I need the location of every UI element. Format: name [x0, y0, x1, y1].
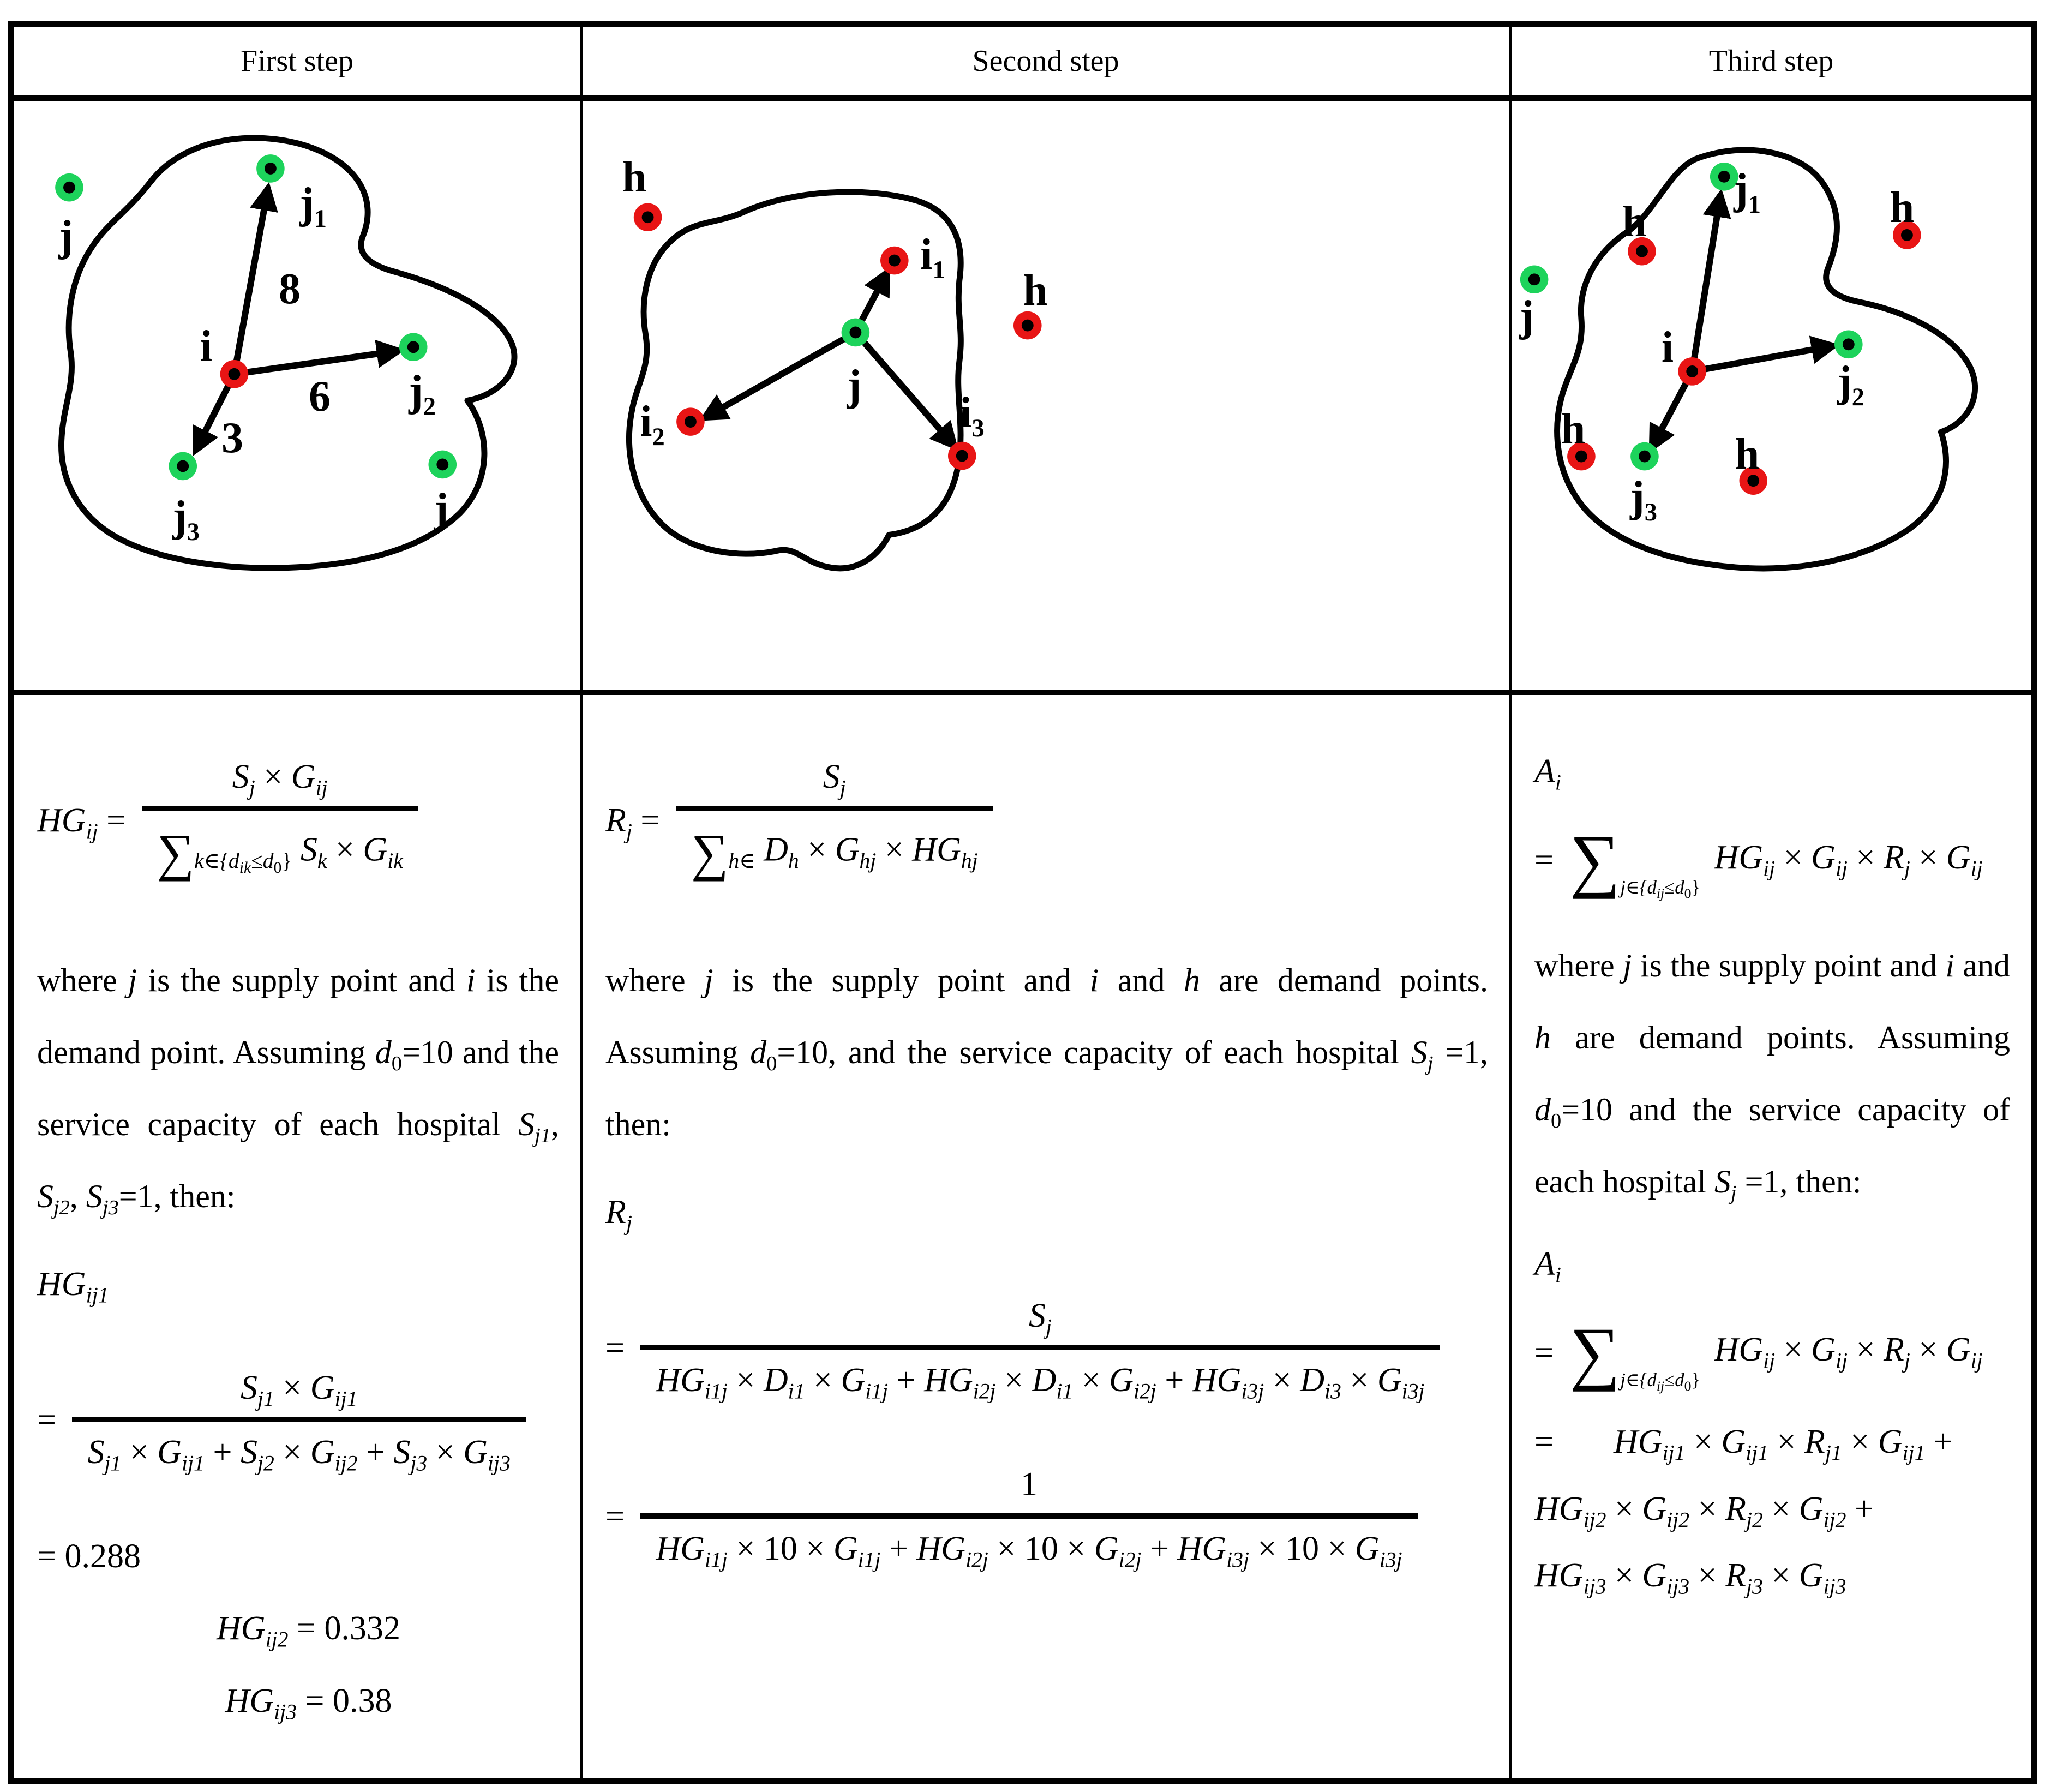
- supply-point-j2-center: [1843, 338, 1855, 350]
- demand-point-h-outside-right: [1013, 311, 1042, 340]
- formula-HGij1-expansion-fraction: [72, 1368, 525, 1476]
- formula-Rj-definition-numerator: $S_j$: [823, 758, 846, 800]
- label-h-left: h: [622, 153, 647, 201]
- label-h-right: h: [1023, 267, 1048, 315]
- formula-Rj-lhs: $R_j$: [605, 1193, 632, 1236]
- formula-Rj-expansion-numerator: $S_j$: [1028, 1297, 1052, 1339]
- label-j2: $j_2$: [1837, 358, 1864, 411]
- diagram-cell-third-step: [1512, 101, 2031, 695]
- formula-Rj-expansion-fraction: [640, 1296, 1440, 1404]
- supply-point-j-outside-center: [63, 182, 75, 194]
- demand-point-i2-center: [685, 416, 697, 428]
- supply-point-j3-center: [1639, 451, 1651, 463]
- formula-cell-second-step: [583, 695, 1512, 1778]
- demand-point-i1-center: [889, 255, 901, 267]
- label-j3: $j_3$: [172, 493, 200, 546]
- diagram-third-step: [1512, 101, 2031, 690]
- header-first-step: [14, 27, 583, 101]
- formula-Ai-definition-lhs: =: [1534, 842, 1562, 879]
- result-HGij3: $HG_{ij3} = 0.38$: [225, 1682, 392, 1724]
- formula-Ai-definition: [1534, 818, 2031, 903]
- demand-point-i3: [948, 442, 976, 470]
- label-i3: $i_3$: [959, 389, 985, 442]
- diagram-cell-second-step: [583, 101, 1512, 695]
- formula-Rj-definition-denominator: $\sum_{h\in}$ $D_h \times G_{hj} \times HG_{hj}$: [676, 806, 993, 884]
- diagram-cell-first-step: [14, 101, 583, 695]
- formula-Rj-numeric-lhs: =: [605, 1498, 633, 1536]
- formula-Ai-definition-repeat: [1534, 1310, 2031, 1395]
- label-i: i: [200, 322, 213, 370]
- supply-point-j1: [256, 154, 285, 183]
- formula-Ai-definition-repeat-body: $HG_{ij} \times G_{ij} \times R_j \times G_{ij}$: [1714, 1331, 1983, 1373]
- dg-first-svg: [14, 101, 580, 690]
- label-i2: $i_2$: [640, 398, 665, 451]
- supply-point-j-center: [849, 327, 861, 339]
- sigma-symbol: ∑: [1569, 821, 1621, 900]
- formula-Ai-definition-repeat-limits: j∈{dij≤d0}: [1620, 1369, 1701, 1394]
- formula-Rj-definition: [605, 757, 993, 884]
- demand-point-i: [220, 360, 249, 388]
- distance-6: 6: [309, 373, 331, 421]
- diagram-first-step: [14, 101, 580, 690]
- demand-point-h-outside-left-center: [642, 211, 654, 223]
- supply-point-j3: [1630, 442, 1659, 471]
- demand-point-i-center: [1686, 365, 1698, 377]
- supply-point-j-inside-center: [436, 459, 448, 471]
- label-j1: $j_1$: [1734, 165, 1761, 219]
- demand-point-h-outside-right-center: [1022, 320, 1034, 332]
- supply-point-j1-center: [265, 163, 277, 175]
- formula-cell-first-step: [14, 695, 583, 1778]
- formula-HG-definition-numerator: $S_j \times G_{ij}$: [232, 758, 328, 800]
- three-step-table: [8, 21, 2037, 1784]
- formula-Ai-term1: = $HG_{ij1} \times G_{ij1} \times R_{j1} \times G_{ij1}$ +: [1534, 1423, 1953, 1465]
- supply-point-j1-center: [1718, 171, 1730, 183]
- formula-Rj-definition-fraction: [676, 757, 993, 884]
- result-HGij2: $HG_{ij2} = 0.332$: [217, 1610, 400, 1652]
- formula-HGij1-expansion: [37, 1368, 526, 1476]
- header-second-step-label: Second step: [972, 44, 1119, 78]
- arrow-i-to-j1: [1692, 196, 1720, 371]
- label-j-outside: j: [1519, 292, 1534, 340]
- supply-point-j: [842, 319, 870, 347]
- label-j-outside: j: [58, 212, 74, 260]
- catchment-outline: [629, 192, 961, 568]
- arrow-i-to-j1: [234, 189, 267, 374]
- formula-HGij1-expansion-numerator: $S_{j1} \times G_{ij1}$: [240, 1369, 358, 1411]
- formula-cell-third-step: [1512, 695, 2031, 1778]
- demand-point-i3-center: [956, 450, 968, 462]
- supply-point-j3-center: [177, 460, 189, 472]
- dg-second-svg: [583, 101, 1509, 690]
- formula-HG-definition: [37, 757, 418, 884]
- formula-Ai-term2: $HG_{ij2} \times G_{ij2} \times R_{j2} \times G_{ij2}$ +: [1534, 1490, 1874, 1532]
- formula-HG-definition-fraction: [142, 757, 418, 884]
- formula-Ai-definition-body: $HG_{ij} \times G_{ij} \times R_j \times G_{ij}$: [1714, 838, 1983, 881]
- demand-point-h-top-left-center: [1636, 245, 1648, 257]
- formula-Rj-expansion: [605, 1296, 1440, 1404]
- demand-point-i1: [880, 247, 909, 275]
- demand-point-i: [1678, 357, 1706, 386]
- formula-HGij1-expansion-lhs: =: [37, 1401, 65, 1439]
- demand-point-i-center: [229, 368, 241, 380]
- formula-Rj-definition-lhs: $R_j$ =: [605, 801, 668, 844]
- label-h-top-left: h: [1622, 198, 1647, 246]
- formula-Ai-lhs: $A_i$: [1534, 753, 1561, 795]
- explanation-first-step: where j is the supply point and i is the demand point. Assuming $d_0=10$ and the service capacity of each hospital $S_{j1}$, $S_{j2}$, $S_{j3}=1$, then:: [37, 962, 559, 1219]
- arrow-j-to-i3: [855, 332, 953, 445]
- explanation-third-step: where j is the supply point and i and h are demand points. Assuming $d_0=10$ and the service capacity of each hospital $S_j =1$, then:: [1534, 947, 2010, 1204]
- supply-point-j-outside: [1520, 265, 1549, 293]
- label-i1: $i_1$: [920, 231, 945, 284]
- label-j: j: [847, 362, 862, 410]
- explanation-second-step: where j is the supply point and i and h are demand points. Assuming $d_0=10$, and the service capacity of each hospital $S_j =1$, then:: [605, 962, 1488, 1142]
- supply-point-j-inside: [428, 451, 457, 479]
- formula-Rj-numeric-numerator: 1: [1021, 1465, 1038, 1503]
- label-j3: $j_3$: [1630, 473, 1657, 526]
- header-second-step: [583, 27, 1512, 101]
- label-j-inside: j: [434, 485, 449, 533]
- demand-point-i2: [676, 407, 705, 436]
- formula-Rj-numeric-denominator: $HG_{i1j} \times 10 \times G_{i1j} + HG_{i2j} \times 10 \times G_{i2j} + HG_{i3j} \times 10 \times G_{i3j}$: [640, 1513, 1417, 1569]
- formula-Rj-numeric: [605, 1464, 1418, 1572]
- formula-Rj-expansion-denominator: $HG_{i1j} \times D_{i1} \times G_{i1j} + HG_{i2j} \times D_{i1} \times G_{i2j} + HG_{i3j} \times D_{i3} \times G_{i3j}$: [640, 1345, 1440, 1400]
- formula-Ai-lhs-repeat: $A_i$: [1534, 1245, 1561, 1287]
- arrow-i-to-j2: [1692, 346, 1833, 371]
- formula-Ai-definition-limits: j∈{dij≤d0}: [1620, 877, 1701, 902]
- sigma-symbol: ∑: [1569, 1314, 1621, 1393]
- header-third-step: [1512, 27, 2031, 101]
- label-h-right: h: [1890, 184, 1915, 232]
- formula-Rj-expansion-lhs: =: [605, 1329, 633, 1367]
- formula-Rj-numeric-fraction: [640, 1464, 1417, 1572]
- arrow-i-to-j2: [234, 351, 398, 374]
- result-HGij1: = 0.288: [37, 1537, 141, 1575]
- supply-point-j2: [1834, 330, 1863, 358]
- formula-HGij1-expansion-denominator: $S_{j1} \times G_{ij1} + S_{j2} \times G_{ij2} + S_{j3} \times G_{ij3}$: [72, 1417, 525, 1472]
- formula-Ai-term3: $HG_{ij3} \times G_{ij3} \times R_{j3} \times G_{ij3}$: [1534, 1557, 1846, 1599]
- distance-8: 8: [279, 265, 301, 313]
- supply-point-j-outside: [55, 173, 83, 202]
- diagram-second-step: [583, 101, 1509, 690]
- label-h-bottom-center: h: [1735, 430, 1760, 478]
- supply-point-j2: [399, 333, 428, 361]
- dg-third-svg: [1512, 101, 2031, 690]
- formula-HGij1-lhs: $HG_{ij1}$: [37, 1265, 109, 1308]
- label-h-bottom-left: h: [1561, 405, 1586, 453]
- header-first-step-label: First step: [241, 44, 353, 78]
- header-third-step-label: Third step: [1708, 44, 1834, 78]
- supply-point-j3: [169, 452, 197, 481]
- label-i: i: [1661, 323, 1674, 371]
- supply-point-j-outside-center: [1528, 273, 1540, 285]
- distance-3: 3: [221, 414, 243, 462]
- label-j1: $j_1$: [299, 179, 327, 233]
- formula-HG-definition-denominator: $\sum_{k\in\{d_{ik}\le d_0\}}$ $S_k \times G_{ik}$: [142, 806, 418, 884]
- arrow-j-to-i2: [705, 332, 856, 417]
- formula-Ai-definition-repeat-lhs: =: [1534, 1334, 1562, 1371]
- supply-point-j2-center: [407, 341, 419, 353]
- formula-HG-definition-lhs: $HG_{ij}$ =: [37, 801, 134, 844]
- demand-point-h-outside-left: [634, 203, 662, 231]
- label-j2: $j_2$: [409, 367, 436, 421]
